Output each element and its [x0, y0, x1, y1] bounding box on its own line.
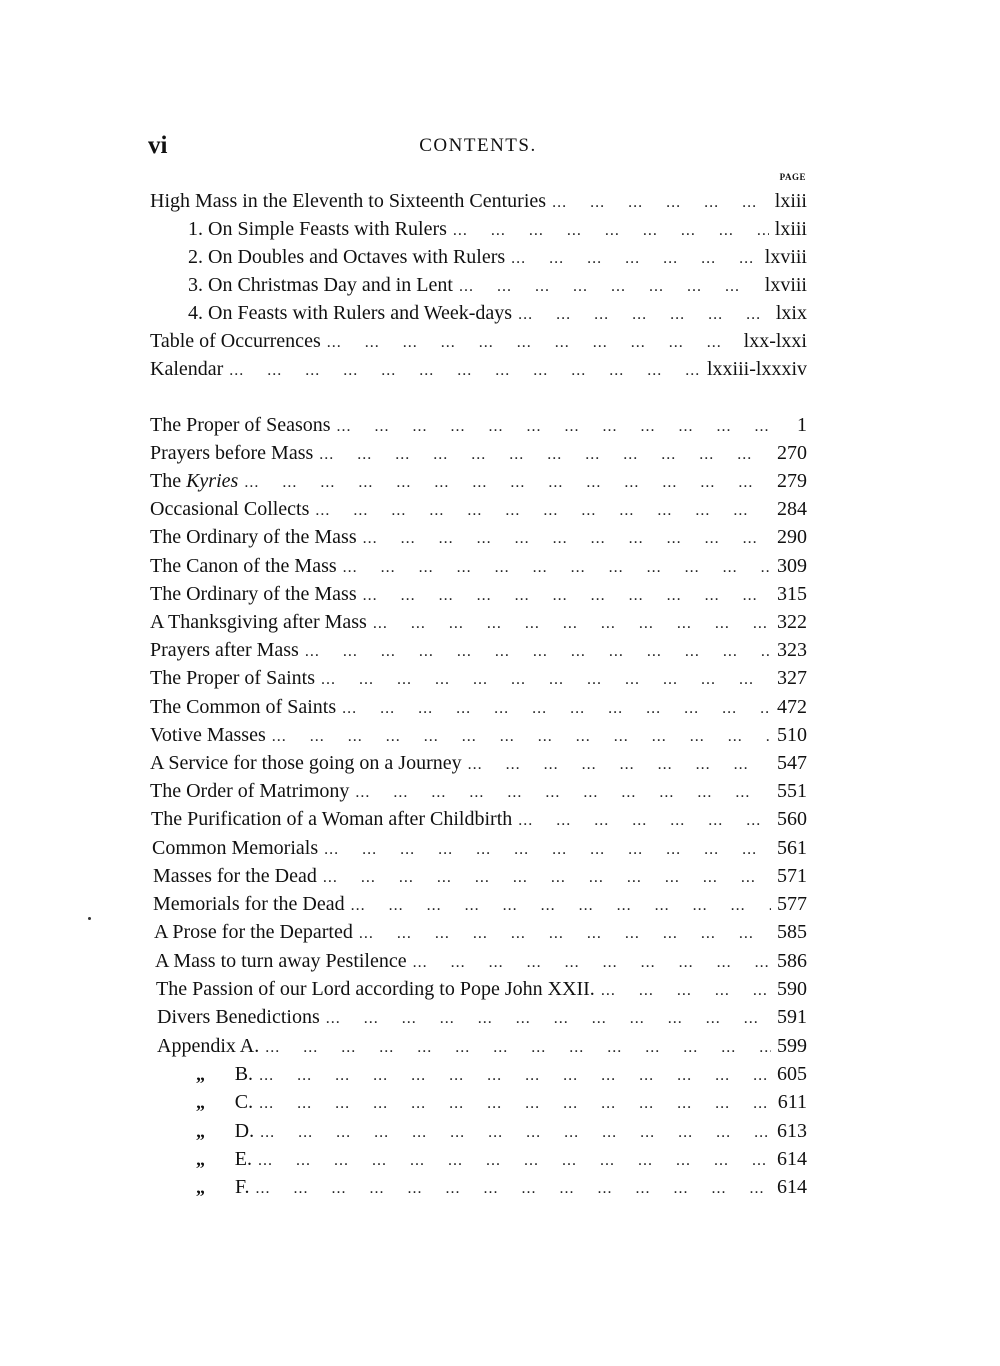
- dot-leader: [351, 897, 771, 915]
- dot-leader: [363, 587, 771, 605]
- toc-entry-title: Occasional Collects: [150, 498, 310, 520]
- toc-entry-title: F.: [234, 1176, 250, 1198]
- dot-leader: [342, 700, 771, 718]
- dot-leader: [363, 530, 771, 548]
- toc-entry[interactable]: [150, 498, 807, 524]
- toc-entry[interactable]: [150, 414, 807, 440]
- toc-entry-page: 322: [777, 611, 807, 633]
- toc-entry-page: 585: [777, 921, 807, 943]
- ditto-mark: „: [196, 1064, 205, 1084]
- dot-leader: [319, 446, 771, 464]
- toc-entry-page: lxiii: [774, 190, 807, 212]
- toc-entry-title: A Thanksgiving after Mass: [150, 611, 367, 633]
- toc-entry[interactable]: [153, 893, 807, 919]
- toc-entry-page: 551: [777, 780, 807, 802]
- toc-entry[interactable]: [150, 302, 807, 328]
- toc-entry-title: Masses for the Dead: [153, 865, 317, 887]
- page-header: [148, 132, 808, 162]
- toc-entry-appendix[interactable]: [196, 1091, 807, 1117]
- toc-entry[interactable]: [150, 555, 807, 581]
- dot-leader: [324, 841, 771, 859]
- toc-entry[interactable]: [150, 246, 807, 272]
- toc-entry-page: 605: [777, 1063, 807, 1085]
- toc-entry[interactable]: [150, 274, 807, 300]
- toc-entry-page: 510: [777, 724, 807, 746]
- toc-entry[interactable]: [153, 865, 807, 891]
- dot-leader: [601, 982, 771, 1000]
- toc-entry[interactable]: [156, 978, 807, 1004]
- toc-entry-page: 560: [777, 808, 807, 830]
- dot-leader: [468, 756, 771, 774]
- toc-entry[interactable]: [157, 1035, 807, 1061]
- toc-entry-page: 472: [777, 696, 807, 718]
- toc-entry[interactable]: [150, 470, 807, 496]
- toc-entry-page: 591: [777, 1006, 807, 1028]
- toc-entry[interactable]: [150, 639, 807, 665]
- toc-entry-page: 614: [777, 1176, 807, 1198]
- toc-entry-page: 323: [777, 639, 807, 661]
- toc-entry-title: Kalendar: [150, 358, 224, 380]
- toc-entry[interactable]: [150, 724, 807, 750]
- toc-entry[interactable]: [150, 696, 807, 722]
- toc-entry-page: 284: [777, 498, 807, 520]
- toc-entry[interactable]: [154, 921, 807, 947]
- toc-entry-title: Divers Benedictions: [157, 1006, 320, 1028]
- toc-entry-page: lxviii: [764, 246, 807, 268]
- dot-leader: [518, 306, 770, 324]
- toc-entry-title: The Proper of Saints: [150, 667, 315, 689]
- toc-entry-title: A Service for those going on a Journey: [150, 752, 462, 774]
- toc-entry-appendix[interactable]: [196, 1148, 807, 1174]
- dot-leader: [244, 474, 771, 492]
- ditto-mark: „: [196, 1092, 205, 1112]
- toc-entry[interactable]: [157, 1006, 807, 1032]
- dot-leader: [326, 1010, 771, 1028]
- kyries-italic: Kyries: [186, 470, 239, 492]
- page-column-label: PAGE: [779, 172, 806, 182]
- toc-entry-title: 1. On Simple Feasts with Rulers: [188, 218, 447, 240]
- dot-leader: [265, 1039, 771, 1057]
- toc-entry[interactable]: [150, 330, 807, 356]
- toc-entry-page: 586: [777, 950, 807, 972]
- toc-entry-title: Appendix A.: [157, 1035, 260, 1057]
- toc-entry[interactable]: [150, 442, 807, 468]
- ditto-mark: „: [196, 1177, 205, 1197]
- dot-leader: [315, 502, 771, 520]
- toc-entry-title: 2. On Doubles and Octaves with Rulers: [188, 246, 506, 268]
- toc-entry-title: The Ordinary of the Mass: [150, 583, 357, 605]
- toc-entry-page: lxix: [775, 302, 807, 324]
- toc-entry-title: Table of Occurrences: [150, 330, 321, 352]
- toc-entry-title: B.: [234, 1063, 254, 1085]
- toc-entry-title: Common Memorials: [152, 837, 319, 859]
- dot-leader: [260, 1124, 771, 1142]
- toc-entry[interactable]: [152, 837, 807, 863]
- toc-entry[interactable]: [150, 611, 807, 637]
- toc-entry-page: 315: [777, 583, 807, 605]
- toc-entry[interactable]: [150, 190, 807, 216]
- toc-entry-page: 270: [777, 442, 807, 464]
- toc-entry[interactable]: [150, 218, 807, 244]
- toc-entry-title: A Prose for the Departed: [154, 921, 353, 943]
- folio-number: vi: [148, 132, 168, 159]
- toc-entry[interactable]: [150, 358, 807, 384]
- toc-entry-page: lxiii: [774, 218, 807, 240]
- toc-entry-page: lxxiii-lxxxiv: [707, 358, 807, 380]
- dot-leader: [359, 925, 771, 943]
- toc-entry[interactable]: [150, 667, 807, 693]
- toc-entry[interactable]: [150, 526, 807, 552]
- toc-entry-title: A Mass to turn away Pestilence: [155, 950, 407, 972]
- running-title: CONTENTS.: [419, 135, 537, 156]
- toc-entry-title: Prayers after Mass: [150, 639, 299, 661]
- toc-entry-page: 611: [777, 1091, 807, 1113]
- toc-entry[interactable]: [150, 752, 807, 778]
- dot-leader: [259, 1095, 772, 1113]
- toc-entry-page: 571: [777, 865, 807, 887]
- toc-entry[interactable]: [150, 780, 807, 806]
- toc-entry-title: The Canon of the Mass: [150, 555, 337, 577]
- toc-entry-title: E.: [234, 1148, 253, 1170]
- dot-leader: [453, 222, 769, 240]
- toc-entry-title: The Purification of a Woman after Childbirth: [151, 808, 513, 830]
- toc-entry-page: 599: [777, 1035, 807, 1057]
- toc-entry-title: The Common of Saints: [150, 696, 337, 718]
- dot-leader: [413, 954, 771, 972]
- toc-entry-page: 577: [777, 893, 807, 915]
- toc-entry-title: C.: [234, 1091, 254, 1113]
- toc-entry-page: 279: [777, 470, 807, 492]
- toc-entry-page: lxviii: [764, 274, 807, 296]
- dot-leader: [518, 812, 771, 830]
- toc-entry-page: 614: [777, 1148, 807, 1170]
- toc-entry[interactable]: [151, 808, 807, 834]
- toc-entry-title: The Ordinary of the Mass: [150, 526, 357, 548]
- toc-entry-page: 561: [777, 837, 807, 859]
- toc-entry-title: The Order of Matrimony: [150, 780, 350, 802]
- dot-leader: [256, 1180, 771, 1198]
- toc-entry-appendix[interactable]: [196, 1120, 807, 1146]
- dot-leader: [459, 278, 759, 296]
- dot-leader: [327, 334, 738, 352]
- dot-leader: [355, 784, 771, 802]
- toc-entry-title: 4. On Feasts with Rulers and Week-days: [188, 302, 513, 324]
- toc-entry[interactable]: [150, 583, 807, 609]
- toc-entry-page: 290: [777, 526, 807, 548]
- toc-entry-title: 3. On Christmas Day and in Lent: [188, 274, 453, 296]
- dot-leader: [511, 250, 759, 268]
- toc-entry-title: High Mass in the Eleventh to Sixteenth Centuries: [150, 190, 547, 212]
- toc-entry-title: Votive Masses: [150, 724, 266, 746]
- dot-leader: [258, 1152, 771, 1170]
- toc-entry-title: The Passion of our Lord according to Pope John XXII.: [156, 978, 595, 1000]
- toc-entry-page: lxx-lxxi: [743, 330, 807, 352]
- toc-entry-title: D.: [234, 1120, 255, 1142]
- toc-entry-page: 613: [777, 1120, 807, 1142]
- toc-entry-page: 327: [777, 667, 807, 689]
- dot-leader: [337, 418, 781, 436]
- toc-entry-title: The Proper of Seasons: [150, 414, 331, 436]
- toc-entry-page: 547: [777, 752, 807, 774]
- dot-leader: [321, 671, 771, 689]
- dot-leader: [552, 194, 769, 212]
- paper-speck: [88, 917, 91, 920]
- toc-entry-page: 590: [777, 978, 807, 1000]
- dot-leader: [259, 1067, 771, 1085]
- ditto-mark: „: [196, 1121, 205, 1141]
- dot-leader: [323, 869, 771, 887]
- dot-leader: [343, 559, 771, 577]
- toc-entry-appendix[interactable]: [196, 1063, 807, 1089]
- toc-entry[interactable]: [155, 950, 807, 976]
- dot-leader: [305, 643, 771, 661]
- toc-entry-title: The Kyries: [150, 470, 239, 492]
- dot-leader: [229, 362, 701, 380]
- toc-entry-title: Prayers before Mass: [150, 442, 314, 464]
- dot-leader: [373, 615, 771, 633]
- toc-entry-appendix[interactable]: [196, 1176, 807, 1202]
- toc-entry-page: 1: [797, 414, 807, 436]
- dot-leader: [272, 728, 771, 746]
- toc-entry-title: Memorials for the Dead: [153, 893, 345, 915]
- toc-entry-page: 309: [777, 555, 807, 577]
- ditto-mark: „: [196, 1149, 205, 1169]
